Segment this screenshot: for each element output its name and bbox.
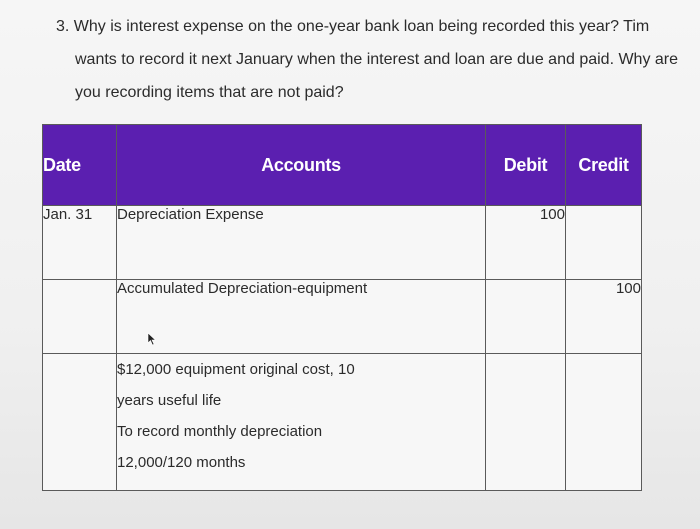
- row-1-account: Depreciation Expense: [117, 206, 486, 280]
- header-credit: Credit: [566, 125, 642, 206]
- row-3-debit: [486, 354, 566, 491]
- question-number: 3.: [56, 18, 70, 35]
- note-line-4: 12,000/120 months: [117, 454, 246, 471]
- journal-entry-table: [42, 124, 642, 491]
- table-row: [43, 354, 642, 491]
- header-debit: Debit: [486, 125, 566, 206]
- note-line-2: years useful life: [117, 392, 222, 409]
- note-line-3: To record monthly depreciation: [117, 423, 323, 440]
- mouse-pointer-icon: [147, 332, 157, 346]
- row-3-credit: [566, 354, 642, 491]
- row-2-account: Accumulated Depreciation-equipment: [117, 280, 368, 297]
- table-row: [43, 206, 642, 280]
- entry-notes: [117, 354, 486, 491]
- table-row: [43, 280, 642, 354]
- row-3-date: [43, 354, 117, 491]
- header-date: Date: [43, 125, 117, 206]
- row-2-date: [43, 280, 117, 354]
- question-line-1: [56, 10, 686, 43]
- note-line-1: $12,000 equipment original cost, 10: [117, 361, 355, 378]
- row-2-account-cell: [117, 280, 486, 354]
- row-2-debit: [486, 280, 566, 354]
- table-header-row: [43, 125, 642, 206]
- row-1-date: Jan. 31: [43, 206, 117, 280]
- row-2-credit: 100: [566, 280, 642, 354]
- header-accounts: Accounts: [117, 125, 486, 206]
- row-1-credit: [566, 206, 642, 280]
- question-line-1-text: Why is interest expense on the one-year bank loan being recorded this year? Tim: [73, 18, 650, 35]
- question-line-2: wants to record it next January when the interest and loan are due and paid. Why are: [75, 51, 679, 68]
- question-text: [56, 10, 686, 109]
- question-line-3: you recording items that are not paid?: [75, 84, 344, 101]
- row-1-debit: 100: [486, 206, 566, 280]
